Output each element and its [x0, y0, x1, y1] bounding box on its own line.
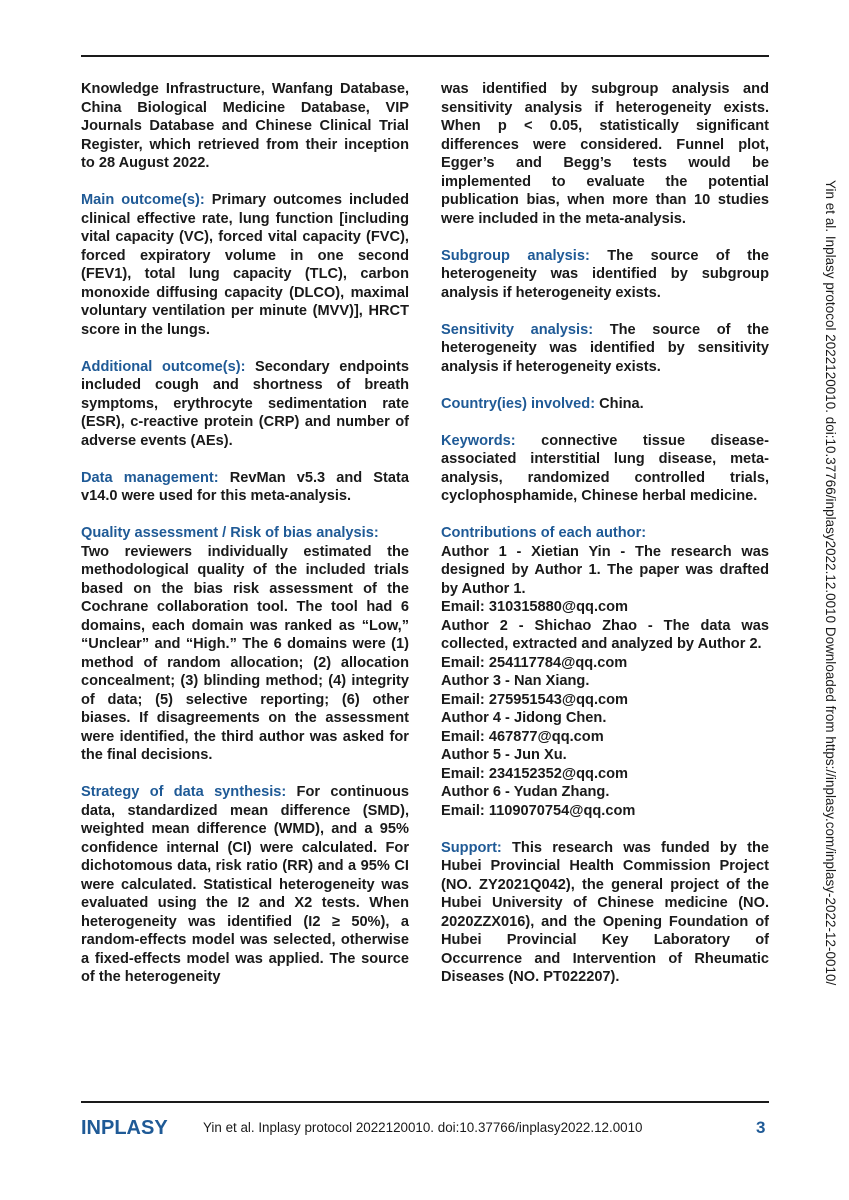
additional-outcomes-text: Secondary endpoints included cough and shortness of breath symptoms, erythrocyte sedimentation rate (ESR), c-reactive protein (CRP) and number of adverse events (AEs).: [81, 358, 409, 449]
download-side-note: Yin et al. Inplasy protocol 2022120010. doi:10.37766/inplasy2022.12.0010 Downloaded from https://inplasy.com/inplasy-2022-12-0010/: [823, 180, 838, 986]
support-text: This research was funded by the Hubei Provincial Health Commission Project (NO. ZY2021Q042), the general project of the Hubei University of Chinese medicine (NO. 2020ZZX016), and the Opening Foundation of Hubei Provincial Key Laboratory of Occurrence and Intervention of Rheumatic Diseases (NO. PT022207).: [441, 839, 769, 985]
sensitivity-analysis-text: The source of the heterogeneity was identified by sensitivity analysis if heterogeneity exists.: [441, 321, 769, 375]
strategy-continued-paragraph: was identified by subgroup analysis and sensitivity analysis if heterogeneity exists. When p < 0.05, statistically significant differences were considered. Funnel plot, Egger’s and Begg’s tests would be implemented to evaluate the potential publication bias, when more than 10 studies were included in the meta-analysis.: [441, 81, 769, 227]
author-4-entry: Author 4 - Jidong Chen.: [441, 710, 607, 726]
footer-brand-logo: INPLASY: [81, 1117, 168, 1139]
right-column: [441, 80, 769, 1005]
author-2-entry: Author 2 - Shichao Zhao - The data was collected, extracted and analyzed by Author 2.: [441, 617, 769, 652]
author-5-email: Email: 234152352@qq.com: [441, 765, 629, 782]
author-1-entry: Author 1 - Xietian Yin - The research was designed by Author 1. The paper was drafted by Author 1.: [441, 543, 769, 597]
countries-section: [441, 395, 769, 414]
subgroup-analysis-text: The source of the heterogeneity was identified by subgroup analysis if heterogeneity exists.: [441, 247, 770, 301]
sensitivity-analysis-section: [441, 321, 769, 377]
contributions-section: [441, 524, 769, 820]
countries-text: China.: [595, 395, 644, 412]
page-number: 3: [756, 1118, 766, 1137]
data-management-section: [81, 469, 409, 506]
left-column: [81, 80, 409, 1005]
quality-assessment-heading: Quality assessment / Risk of bias analysis:: [81, 525, 379, 541]
author-6-email: Email: 1109070754@qq.com: [441, 802, 636, 819]
countries-heading: Country(ies) involved:: [441, 395, 596, 412]
additional-outcomes-heading: Additional outcome(s):: [81, 358, 246, 375]
data-management-text: RevMan v5.3 and Stata v14.0 were used for this meta-analysis.: [81, 469, 409, 504]
footer-citation: Yin et al. Inplasy protocol 2022120010. doi:10.37766/inplasy2022.12.0010: [203, 1120, 643, 1135]
author-3-entry: Author 3 - Nan Xiang.: [441, 673, 590, 689]
strategy-section: [81, 783, 409, 987]
author-6-entry: Author 6 - Yudan Zhang.: [441, 784, 610, 800]
contributions-heading: Contributions of each author:: [441, 525, 647, 541]
author-3-email: Email: 275951543@qq.com: [441, 691, 629, 708]
keywords-section: [441, 432, 769, 506]
footer-rule: [81, 1101, 769, 1103]
support-heading: Support:: [441, 839, 502, 856]
subgroup-analysis-heading: Subgroup analysis:: [441, 247, 590, 264]
author-4-email: Email: 467877@qq.com: [441, 728, 604, 745]
subgroup-analysis-section: [441, 247, 769, 303]
author-2-email: Email: 254117784@qq.com: [441, 654, 628, 671]
sensitivity-analysis-heading: Sensitivity analysis:: [441, 321, 594, 338]
strategy-heading: Strategy of data synthesis:: [81, 784, 287, 800]
header-rule: [81, 55, 769, 57]
author-1-email: Email: 310315880@qq.com: [441, 599, 629, 615]
quality-assessment-section: [81, 524, 409, 765]
keywords-heading: Keywords:: [441, 432, 516, 449]
main-outcomes-text: Primary outcomes included clinical effective rate, lung function [including vital capacity (VC), forced vital capacity (FVC), forced expiratory volume in one second (FEV1), total lung capacity (TLC), carbon monoxide diffusing capacity (DLCO), maximal voluntary ventilation per minute (MVV)], HRCT score in the lungs.: [81, 192, 409, 338]
main-outcomes-section: [81, 191, 409, 339]
data-management-heading: Data management:: [81, 469, 219, 486]
additional-outcomes-section: [81, 358, 409, 451]
search-sources-paragraph: Knowledge Infrastructure, Wanfang Database, China Biological Medicine Database, VIP Journals Database and Chinese Clinical Trial Register, which retrieved from their inception to 28 August 2022.: [81, 81, 409, 171]
support-section: [441, 839, 769, 987]
strategy-text: For continuous data, standardized mean difference (SMD), weighted mean difference (WMD), and a 95% confidence internal (CI) were calculated. For dichotomous data, risk ratio (RR) and a 95% CI were calculated. Statistical heterogeneity was evaluated using the I2 and X2 tests. When heterogeneity was identified (I2 ≥ 50%), a random-effects model was selected, otherwise a fixed-effects model was applied. The source of the heterogeneity: [81, 784, 409, 985]
quality-assessment-text: Two reviewers individually estimated the methodological quality of the included trials based on the bias risk assessment of the Cochrane collaboration tool. The tool had 6 domains, each domain was ranked as “Low,” “Unclear” and “High.” The 6 domains were (1) method of random allocation; (2) allocation concealment; (3) blinding method; (4) integrity of data; (5) selective reporting; (6) other biases. If disagreements on the assessment were identified, the third author was asked for the final decisions.: [81, 543, 409, 763]
author-5-entry: Author 5 - Jun Xu.: [441, 747, 567, 763]
main-outcomes-heading: Main outcome(s):: [81, 192, 205, 208]
keywords-text: connective tissue disease-associated interstitial lung disease, meta-analysis, randomized controlled trials, cyclophosphamide, Chinese herbal medicine.: [441, 432, 769, 504]
